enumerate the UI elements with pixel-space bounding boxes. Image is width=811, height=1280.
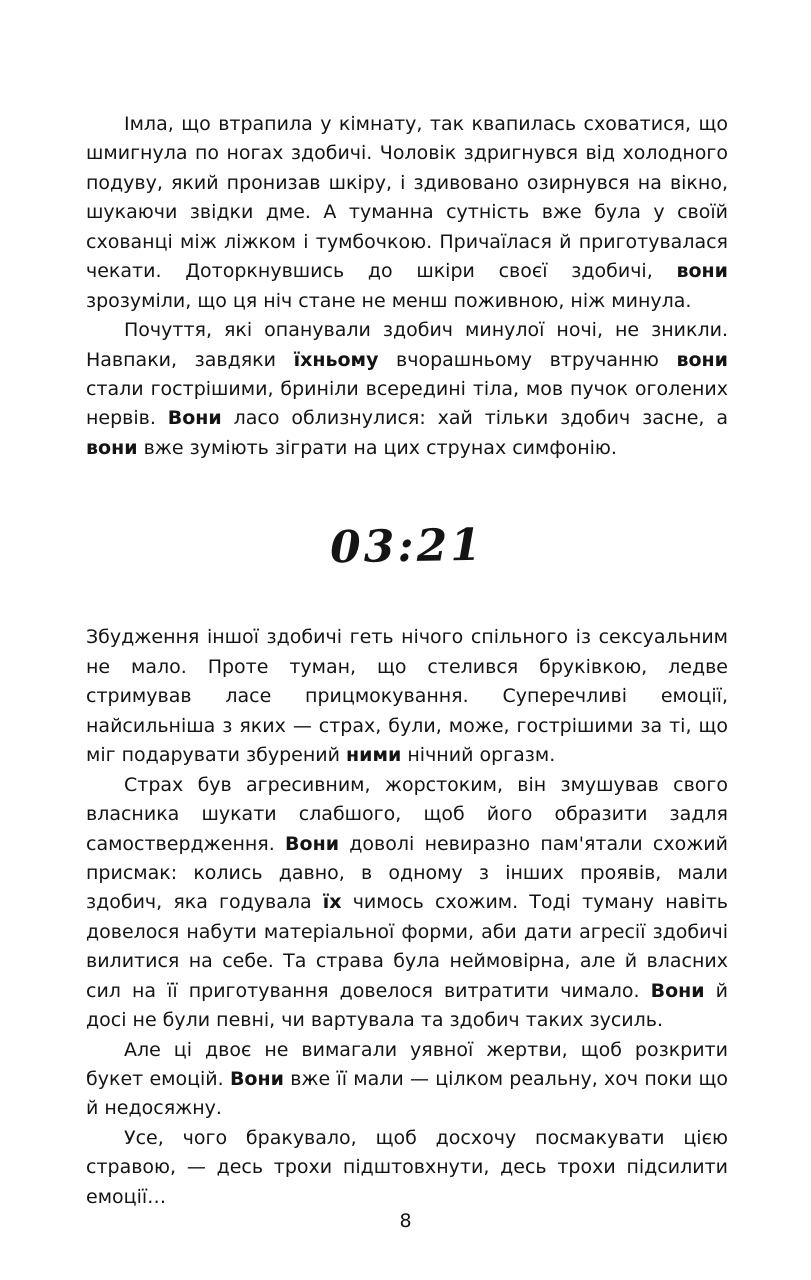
- body-text: Усе, чого бракувало, щоб досхочу посмакувати цією стравою, — десь трохи підштовхнути, десь трохи підсилити емоції…: [86, 1126, 728, 1208]
- page-number: 8: [399, 1210, 412, 1232]
- body-text: вже її мали — цілком реальну, хоч поки що й недосяжну.: [86, 1068, 728, 1120]
- emphasized-text: Вони: [650, 979, 705, 1002]
- body-text: й досі не були певні, чи вартувала та здобич таких зусиль.: [86, 979, 728, 1032]
- body-text: нічний оргазм.: [401, 744, 556, 767]
- body-text: зрозуміли, що ця ніч стане не менш поживною, ніж минула.: [86, 289, 692, 312]
- paragraph: [86, 110, 728, 316]
- body-text: вчорашньому втручанню: [378, 348, 677, 371]
- paragraph: [86, 1124, 728, 1212]
- body-text: стали гострішими, бриніли всередині тіла, мов пучок оголених нервів.: [86, 377, 728, 430]
- time-heading: 03:21: [329, 519, 485, 574]
- body-text: Страх був агресивним, жорстоким, він змушував свого власника шукати слабшого, щоб його образити задля самоствердження.: [86, 773, 728, 855]
- emphasized-text: Вони: [167, 407, 222, 430]
- paragraph: [86, 623, 728, 770]
- emphasized-text: Вони: [229, 1068, 284, 1090]
- body-text: Але ці двоє не вимагали уявної жертви, щоб розкрити букет емоцій.: [86, 1038, 728, 1090]
- emphasized-text: їх: [322, 891, 342, 914]
- body-text: ласо облизнулися: хай тільки здобич засне, а: [221, 407, 728, 430]
- text-content: [86, 110, 728, 1212]
- body-text: доволі невиразно пам'ятали схожий присмак: колись давно, в одному з інших проявів, мали здобич, яка годувала: [86, 832, 729, 914]
- body-text: чимось схожим. Тоді туману навіть довелося набути матеріальної форми, аби дати агресії здобичі вилитися на себе. Та страва була неймовірна, але й власних сил на її приготування довелося витратити чимало.: [86, 891, 728, 1002]
- emphasized-text: вони: [86, 436, 138, 459]
- emphasized-text: вони: [676, 348, 728, 371]
- emphasized-text: ними: [346, 744, 402, 767]
- paragraph: [86, 1036, 728, 1124]
- emphasized-text: вони: [676, 260, 728, 283]
- emphasized-text: Вони: [285, 832, 340, 855]
- emphasized-text: їхньому: [293, 348, 379, 371]
- paragraph: [86, 771, 728, 1036]
- body-text: Збудження іншої здобичі геть нічого спільного із сексуальним не мало. Проте туман, що стелився бруківкою, ледве стримував ласе прицмокування. Суперечливі емоції, найсильніша з яких — страх, були, може, гострішими за ті, що міг подарувати збурений: [86, 626, 728, 767]
- body-text: вже зуміють зіграти на цих струнах симфонію.: [137, 436, 617, 459]
- paragraph: [86, 316, 728, 463]
- body-text: Імла, що втрапила у кімнату, так квапилась сховатися, що шмигнула по ногах здобичі. Чоловік здригнувся від холодного подуву, який пронизав шкіру, і здивовано озирнувся на вікно, шукаючи звідки дме. А туманна сутність вже була у своїй схованці між ліжком і тумбочкою. Причаїлася й приготувалася чекати. Доторкнувшись до шкіри своєї здобичі,: [86, 113, 728, 283]
- body-text: Почуття, які опанували здобич минулої ночі, не зникли. Навпаки, завдяки: [86, 319, 728, 371]
